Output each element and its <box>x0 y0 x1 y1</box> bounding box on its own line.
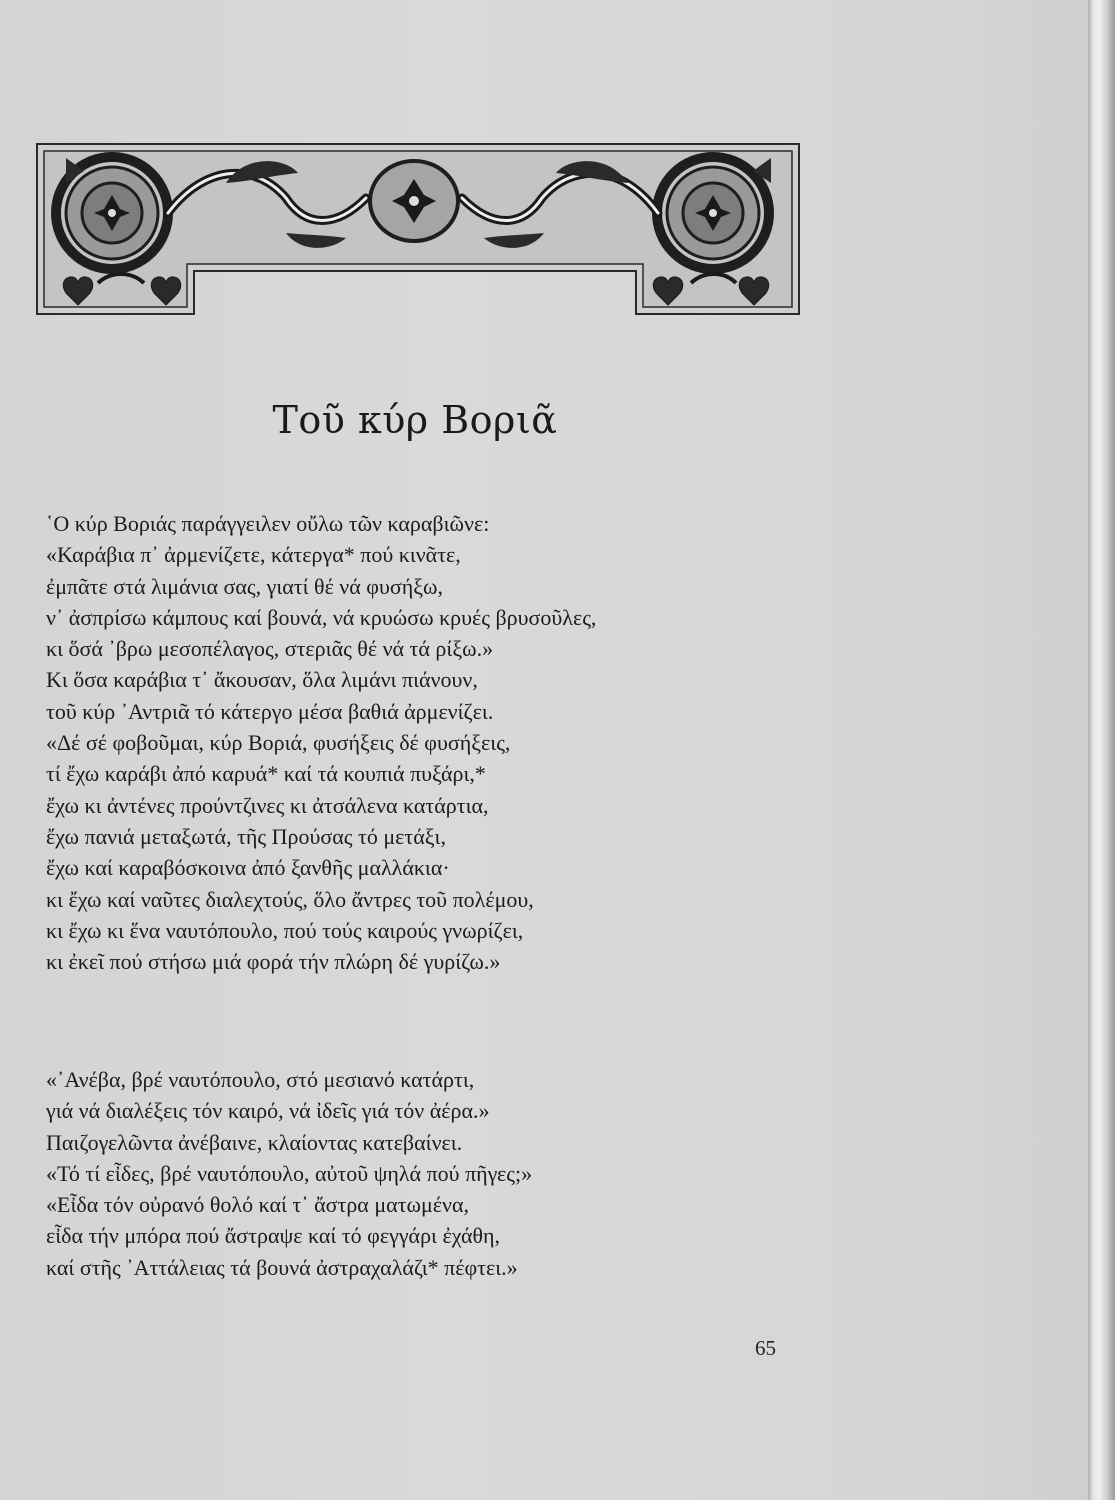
poem-line: κι ἐκεῖ πού στήσω μιά φορά τήν πλώρη δέ γυρίζω.» <box>46 949 501 975</box>
poem-line: «᾽Ανέβα, βρέ ναυτόπουλο, στό μεσιανό κατάρτι, <box>46 1067 475 1092</box>
poem-title: Τοῦ κύρ Βοριᾶ <box>272 398 558 442</box>
poem-stanza-1 <box>46 508 806 977</box>
poem-line: γιά νά διαλέξεις τόν καιρό, νά ἰδεῖς γιά τόν ἀέρα.» <box>46 1098 490 1124</box>
poem-line: ἔχω πανιά μεταξωτά, τῆς Προύσας τό μετάξι, <box>46 823 446 849</box>
decorative-header-ornament <box>36 143 801 316</box>
poem-line: «Δέ σέ φοβοῦμαι, κύρ Βοριά, φυσήξεις δέ φυσήξεις, <box>46 730 511 756</box>
center-flower <box>370 161 458 241</box>
poem-line: Παιζογελῶντα ἀνέβαινε, κλαίοντας κατεβαίνει. <box>46 1129 463 1155</box>
poem-line: ἔχω καί καραβόσκοινα ἀπό ξανθῆς μαλλάκια· <box>46 855 450 881</box>
poem-line: «Εἶδα τόν οὐρανό θολό καί τ᾽ ἄστρα ματωμένα, <box>46 1192 469 1218</box>
right-medallion <box>657 157 769 269</box>
poem-line: ἔχω κι ἀντένες προύντζινες κι ἀτσάλενα κατάρτια, <box>46 792 489 818</box>
poem-line: κι ἔχω κι ἕνα ναυτόπουλο, πού τούς καιρούς γνωρίζει, <box>46 917 524 943</box>
poem-line: κι ὅσά ᾽βρω μεσοπέλαγος, στεριᾶς θέ νά τά ρίξω.» <box>46 636 494 662</box>
page-number: 65 <box>755 1336 776 1360</box>
poem-line: κι ἔχω καί ναῦτες διαλεχτούς, ὅλο ἄντρες τοῦ πολέμου, <box>46 886 534 912</box>
page-stack-edge <box>1088 0 1115 1500</box>
poem-line: καί στῆς ᾽Αττάλειας τά βουνά ἀστραχαλάζι* πέφτει.» <box>46 1254 518 1280</box>
poem-line: ῾Ο κύρ Βοριάς παράγγειλεν οὔλω τῶν καραβιῶνε: <box>46 511 490 536</box>
poem-stanza-2 <box>46 1064 806 1283</box>
poem-line: «Καράβια π᾽ ἀρμενίζετε, κάτεργα* πού κινᾶτε, <box>46 542 461 568</box>
poem-line: Κι ὅσα καράβια τ᾽ ἄκουσαν, ὅλα λιμάνι πιάνουν, <box>46 667 478 693</box>
poem-line: ν᾽ ἀσπρίσω κάμπους καί βουνά, νά κρυώσω κρυές βρυσοῦλες, <box>46 604 597 630</box>
poem-line: τοῦ κύρ ᾽Αντριᾶ τό κάτεργο μέσα βαθιά ἀρμενίζει. <box>46 698 494 724</box>
poem-line: εἶδα τήν μπόρα πού ἄστραψε καί τό φεγγάρι ἐχάθη, <box>46 1223 501 1249</box>
poem-line: τί ἔχω καράβι ἀπό καρυά* καί τά κουπιά πυξάρι,* <box>46 761 486 787</box>
poem-line: «Τό τί εἶδες, βρέ ναυτόπουλο, αὐτοῦ ψηλά πού πῆγες;» <box>46 1160 533 1186</box>
poem-line: ἐμπᾶτε στά λιμάνια σας, γιατί θέ νά φυσήξω, <box>46 573 444 599</box>
